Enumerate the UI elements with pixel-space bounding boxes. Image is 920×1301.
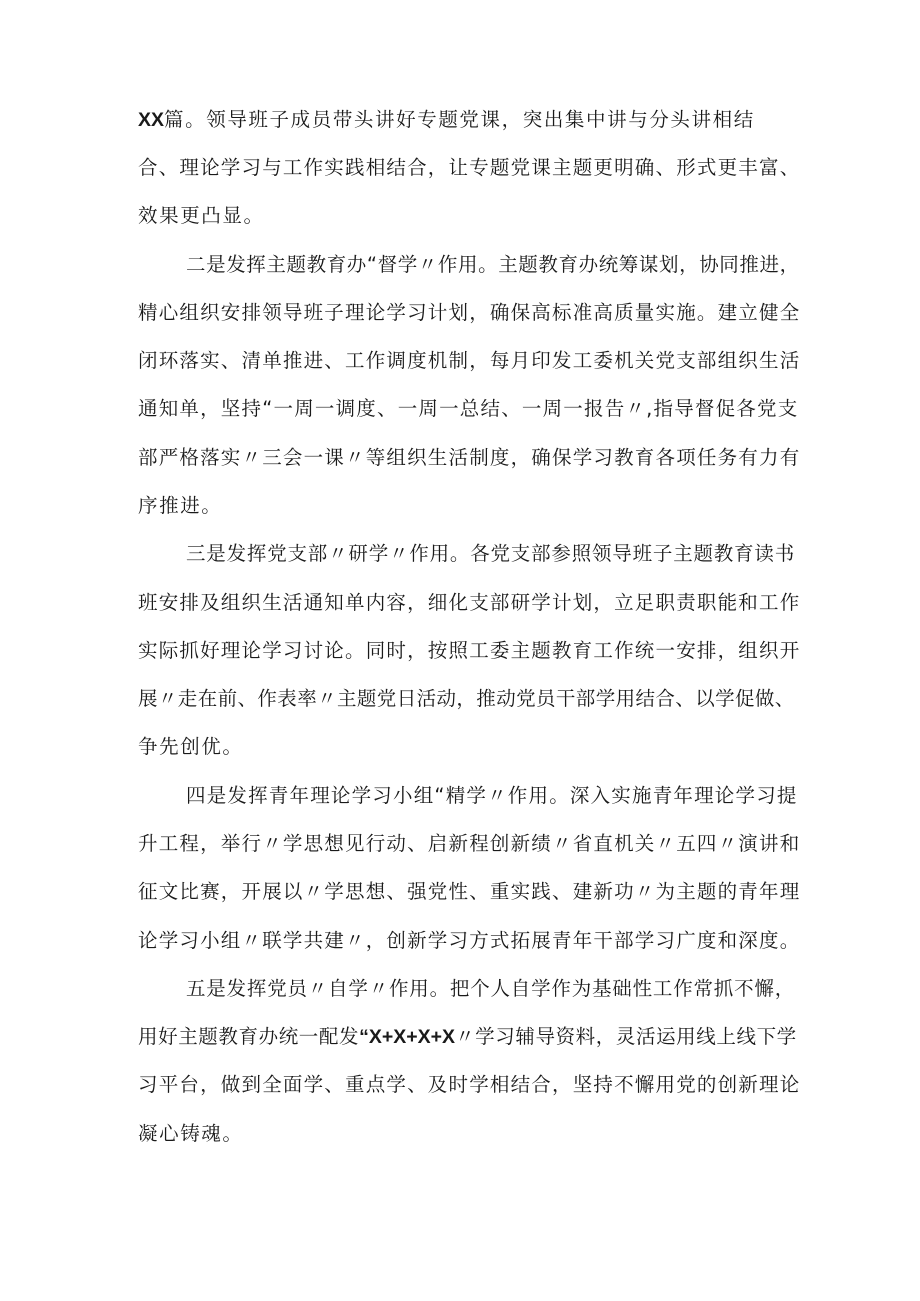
paragraph-3-line-4: 展〃走在前、作表率〃主题党日活动，推动党员干部学用结合、以学促做、 — [138, 687, 795, 710]
paragraph-5-line-4: 凝心铸魂。 — [138, 1122, 244, 1145]
paragraph-2-line-4: 通知单，坚持“一周一调度、一周一总结、一周一报告〃,指导督促各党支 — [138, 397, 799, 420]
paragraph-1-count-placeholder: XX — [138, 109, 165, 131]
paragraph-4-line-2: 升工程，举行〃学思想见行动、启新程创新绩〃省直机关〃五四〃演讲和 — [138, 832, 801, 855]
paragraph-3-line-2: 班安排及组织生活通知单内容，细化支部研学计划，立足职责职能和工作 — [138, 591, 801, 614]
paragraph-1-line-3: 效果更凸显。 — [138, 204, 265, 227]
paragraph-4-line-3: 征文比赛，开展以〃学思想、强党性、重实践、建新功〃为主题的青年理 — [138, 880, 801, 903]
paragraph-3-line-5: 争先创优。 — [138, 735, 244, 758]
paragraph-4-line-4: 论学习小组〃联学共建〃，创新学习方式拓展青年干部学习广度和深度。 — [138, 929, 801, 952]
paragraph-2-line-1: 二是发挥主题教育办“督学〃作用。主题教育办统筹谋划，协同推进， — [186, 253, 800, 276]
paragraph-2-line-5: 部严格落实〃三会一课〃等组织生活制度，确保学习教育各项任务有力有 — [138, 446, 801, 469]
paragraph-5-line-2 — [138, 1025, 797, 1049]
paragraph-1-line-1 — [138, 108, 755, 132]
paragraph-5-line-2-prefix: 用好主题教育办统一配发 — [138, 1025, 360, 1048]
paragraph-2-line-6: 序推进。 — [138, 494, 223, 517]
paragraph-4-line-1: 四是发挥青年理论学习小组“精学〃作用。深入实施青年理论学习提 — [186, 784, 798, 807]
paragraph-1-line-1-text: 篇。领导班子成员带头讲好专题党课，突出集中讲与分头讲相结 — [164, 108, 755, 131]
paragraph-3-line-1: 三是发挥党支部〃研学〃作用。各党支部参照领导班子主题教育读书 — [186, 542, 796, 565]
paragraph-3-line-3: 实际抓好理论学习讨论。同时，按照工委主题教育工作统一安排，组织开 — [138, 639, 801, 662]
paragraph-2-line-2: 精心组织安排领导班子理论学习计划，确保高标准高质量实施。建立健全 — [138, 301, 801, 324]
paragraph-5-material-code: “X+X+X+X — [359, 1026, 456, 1048]
paragraph-5-line-1: 五是发挥党员〃自学〃作用。把个人自学作为基础性工作常抓不懈， — [186, 977, 796, 1000]
paragraph-1-line-2: 合、理论学习与工作实践相结合，让专题党课主题更明确、形式更丰富、 — [138, 156, 801, 179]
paragraph-2-line-3: 闭环落实、清单推进、工作调度机制，每月印发工委机关党支部组织生活 — [138, 349, 801, 372]
paragraph-5-line-3: 习平台，做到全面学、重点学、及时学相结合，坚持不懈用党的创新理论 — [138, 1073, 801, 1096]
paragraph-5-line-2-rest: 〃学习辅导资料，灵活运用线上线下学 — [455, 1025, 797, 1048]
